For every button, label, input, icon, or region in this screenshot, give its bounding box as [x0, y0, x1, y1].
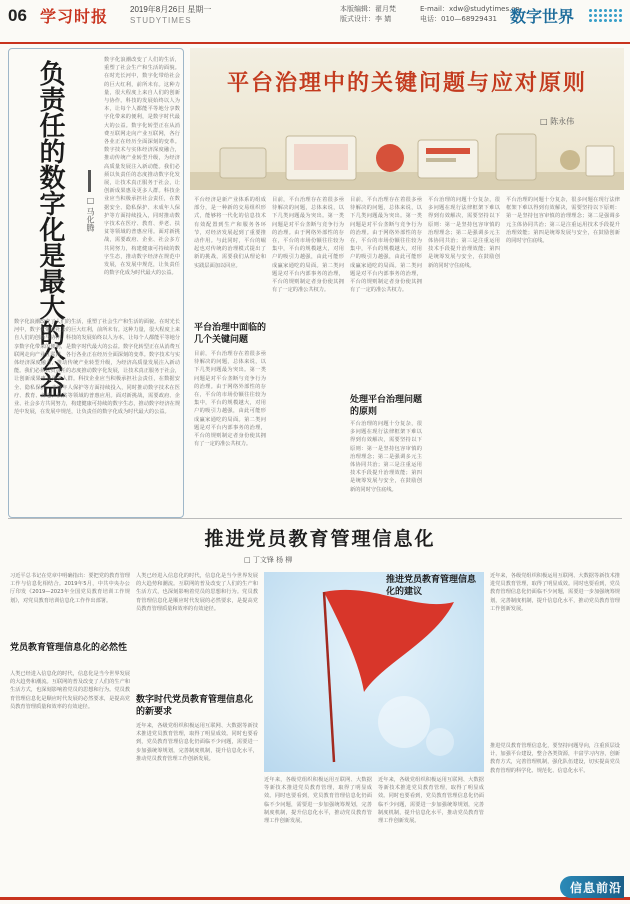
- banner-body-2a: 平台治理的问题十分复杂，很多问题在现行法律框架下难以得到有效解决，需要坚持以下原则：第一是坚持包容审慎的治理理念；第二是强调多元主体协同共治；第三是注重运用技术手段提升治理效能；第四是统筹发展与安全，在鼓励创新的同时守住底线。: [350, 421, 422, 493]
- page-header: [0, 0, 630, 44]
- banner-subhead-1: 平台治理中面临的几个关键问题: [194, 323, 267, 345]
- banner-byline: □ 陈永伟: [540, 117, 575, 126]
- footer-badge-label: 信息前沿: [570, 881, 623, 895]
- editor-info: [340, 4, 396, 24]
- page-number: 06: [8, 6, 27, 25]
- story1-body-top: 数字化浪潮改变了人们的生活，重塑了社会生产和生活的面貌。在时光长河中，数字化带给社会的巨大红利，前所未有。这种力量，很大程度上来自人们的创新与协作。科技的发展始终以人为本，让每个人都能平等地分享数字化带来的便利，是数字时代最大的公益。数字化转型正在从消费互联网走向产业互联网，各行各业正在经历全面深刻的变革。数字技术与实体经济深度融合，推动传统产业转型升级，为经济高质量发展注入新动能。我们必须以负责任的态度推动数字化发展，让技术真正服务于社会，让创新成果惠及更多人群。科技企业应当积极承担社会责任，在数据安全、隐私保护、未成年人保护等方面持续投入，同时推动数字技术在医疗、教育、养老、扶贫等领域的普惠应用。面对新挑战，需要政府、企业、社会多方共同努力，构建健康可持续的数字生态，推动数字经济在规范中发展，在发展中规范，让负责任的数字化成为时代最大的公益。: [104, 57, 180, 277]
- story2-body-3a: 近年来，各级党组织积极运用互联网、大数据等新技术推进党员教育管理，取得了明显成效。同时也要看到，党员教育管理信息化仍面临不少问题，需要进一步加强统筹规划，完善制度机制，提升信息化水平，推动党员教育管理工作创新发展。: [490, 573, 620, 612]
- banner-body-1a: 目前，平台治理存在着很多亟待解决的问题，总体来说，以下几类问题最为突出。第一类问题是对平台垄断与竞争行为的治理。由于网络外部性的存在，平台的市场份额往往较为集中，平台的规模越大，对用户的吸引力越强，由此可能形成赢家通吃的局面。第二类问题是对平台内部事务的治理，平台的规则制定者身份使其拥有了一定的准公共权力。: [194, 351, 266, 448]
- story2-byline: □ 丁文锋 杨 柳: [244, 556, 293, 564]
- brand-tagline: STUDYTIMES: [130, 16, 192, 25]
- section-title: 数字世界: [510, 7, 575, 26]
- story2-body-2c: 近年来，各级党组织积极运用互联网、大数据等新技术推进党员教育管理，取得了明显成效。同时也要看到，党员教育管理信息化仍面临不少问题，需要进一步加强统筹规划，完善制度机制，提升信息化水平，推动党员教育管理工作创新发展。: [378, 777, 484, 825]
- story1-byline: □ 马化腾: [86, 196, 95, 232]
- issue-date: 2019年8月26日 星期一: [130, 5, 212, 14]
- banner-body-1b: 目前，平台治理存在着很多亟待解决的问题，总体来说，以下几类问题最为突出。第一类问题是对平台垄断与竞争行为的治理。由于网络外部性的存在，平台的市场份额往往较为集中，平台的规模越大，对用户的吸引力越强，由此可能形成赢家通吃的局面。第二类问题是对平台内部事务的治理，平台的规则制定者身份使其拥有了一定的准公共权力。: [272, 197, 344, 294]
- newspaper-logo: 学习时报: [40, 7, 109, 26]
- contact-phone: 电话：010—68929431: [420, 15, 497, 23]
- banner-body-2b: 平台治理的问题十分复杂，很多问题在现行法律框架下难以得到有效解决，需要坚持以下原则：第一是坚持包容审慎的治理理念；第二是强调多元主体协同共治；第三是注重运用技术手段提升治理效能；第四是统筹发展与安全，在鼓励创新的同时守住底线。: [428, 197, 500, 269]
- section-divider: [8, 518, 622, 519]
- story1-body-bottom: 数字化浪潮改变了人们的生活，重塑了社会生产和生活的面貌。在时光长河中，数字化带给社会的巨大红利，前所未有。这种力量，很大程度上来自人们的创新与协作。科技的发展始终以人为本，让每个人都能平等地分享数字化带来的便利，是数字时代最大的公益。数字化转型正在从消费互联网走向产业互联网，各行各业正在经历全面深刻的变革。数字技术与实体经济深度融合，推动传统产业转型升级，为经济高质量发展注入新动能。我们必须以负责任的态度推动数字化发展，让技术真正服务于社会，让创新成果惠及更多人群。科技企业应当积极承担社会责任，在数据安全、隐私保护、未成年人保护等方面持续投入，同时推动数字技术在医疗、教育、养老、扶贫等领域的普惠应用。面对新挑战，需要政府、企业、社会多方共同努力，构建健康可持续的数字生态，推动数字经济在规范中发展，在发展中规范，让负责任的数字化成为时代最大的公益。: [14, 319, 180, 416]
- story2-headline: 推进党员教育管理信息化: [204, 528, 436, 550]
- red-flag-illustration-icon: [264, 572, 484, 772]
- story2-intro: 习近平总书记在党章中明确指出：要把党的教育管理工作与信息化相结合。2019年5月，中共中央办公厅印发《2019—2023年全国党员教育培训工作规划》，对党员教育培训信息化工作作出部署。: [10, 573, 130, 604]
- footer-stripe: [0, 897, 630, 900]
- story2-body-1a: 人类已经进入信息化的时代，信息化是当今世界发展的大趋势和潮流。互联网的普及改变了人们的生产和生活方式，也深刻影响着党员的思想和行为。党员教育管理信息化是顺应时代发展的必然要求，是提高党员教育管理质量和效率的有效途径。: [10, 671, 130, 710]
- story2-subhead-1: 党员教育管理信息化的必然性: [10, 643, 128, 653]
- story2-body-2b: 近年来，各级党组织积极运用互联网、大数据等新技术推进党员教育管理，取得了明显成效。同时也要看到，党员教育管理信息化仍面临不少问题，需要进一步加强统筹规划，完善制度机制，提升信息化水平，推动党员教育管理工作创新发展。: [264, 777, 372, 825]
- story2-subhead-2: 数字时代党员教育管理信息化的新要求: [136, 695, 254, 717]
- banner-subhead-2: 处理平台治理问题的原则: [350, 395, 423, 417]
- contact-email: E-mail：xdw@studytimes.cn: [420, 5, 520, 13]
- platform-illustration-icon: [190, 128, 624, 190]
- dots-decoration-icon: [588, 8, 622, 22]
- designer-name: 版式设计：李 婧: [340, 15, 392, 23]
- story2-body-2a: 近年来，各级党组织积极运用互联网、大数据等新技术推进党员教育管理，取得了明显成效。同时也要看到，党员教育管理信息化仍面临不少问题，需要进一步加强统筹规划，完善制度机制，提升信息化水平，推动党员教育管理工作创新发展。: [136, 723, 258, 762]
- story1-divider: [88, 170, 91, 192]
- story2-body-1b: 人类已经进入信息化的时代，信息化是当今世界发展的大趋势和潮流。互联网的普及改变了人们的生产和生活方式，也深刻影响着党员的思想和行为。党员教育管理信息化是顺应时代发展的必然要求，是提高党员教育管理质量和效率的有效途径。: [136, 573, 258, 612]
- footer-section-badge: [560, 876, 624, 898]
- story2-subhead-3: 推进党员教育管理信息化的建议: [386, 575, 477, 597]
- story2-body-3b: 推进党员教育管理信息化，要坚持问题导向，注重顶层设计，加强平台建设，整合各类资源，丰富学习内容，创新教育方式，完善管理机制，强化队伍建设，切实提高党员教育管理的科学化、规范化、信息化水平。: [490, 743, 620, 774]
- banner-body-2c: 平台治理的问题十分复杂，很多问题在现行法律框架下难以得到有效解决，需要坚持以下原则：第一是坚持包容审慎的治理理念；第二是强调多元主体协同共治；第三是注重运用技术手段提升治理效能；第四是统筹发展与安全，在鼓励创新的同时守住底线。: [506, 197, 620, 245]
- banner-headline: 平台治理中的关键问题与应对原则: [226, 70, 587, 96]
- banner-body-1c: 目前，平台治理存在着很多亟待解决的问题，总体来说，以下几类问题最为突出。第一类问题是对平台垄断与竞争行为的治理。由于网络外部性的存在，平台的市场份额往往较为集中，平台的规模越大，对用户的吸引力越强，由此可能形成赢家通吃的局面。第二类问题是对平台内部事务的治理，平台的规则制定者身份使其拥有了一定的准公共权力。: [350, 197, 422, 294]
- contact-info: [420, 4, 520, 24]
- story1-headline: 负责任的数字化是最大的公益: [35, 60, 65, 398]
- editor-name: 本版编辑：翟月梵: [340, 5, 396, 13]
- banner-intro: 平台经济是新产业体系的组成部分，是一种新的交易组织形式，能够将一代化的信息技术有效配置到生产和服务各环节，对经济发展起到了重要推动作用。与此同时，平台的崛起也对传统的治理模式提出了新的挑战，需要我们从理论和实践层面加以回应。: [194, 197, 266, 269]
- story-banner: [190, 48, 624, 190]
